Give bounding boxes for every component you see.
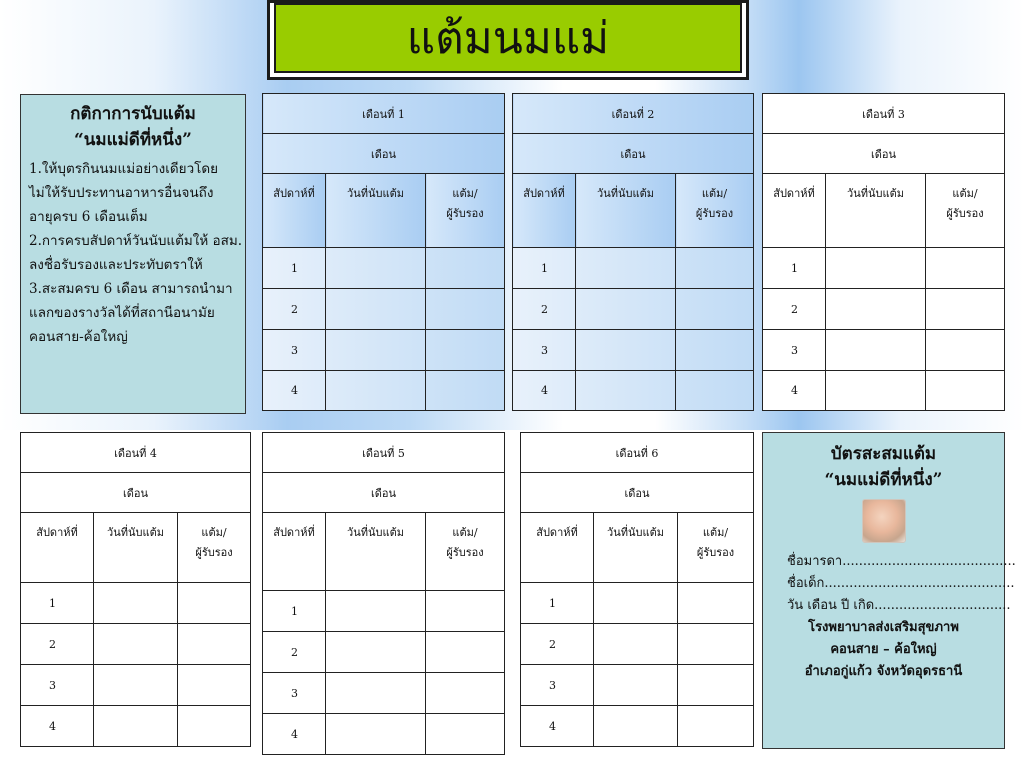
- month-title: เดือนที่ 2: [513, 94, 754, 134]
- points-cell[interactable]: [426, 371, 505, 411]
- rule-line: คอนสาย-ค้อใหญ่: [29, 329, 128, 345]
- points-cell[interactable]: [426, 632, 505, 673]
- date-header: วันที่นับแต้ม: [576, 174, 676, 248]
- week-number: 3: [21, 665, 94, 706]
- month-title: เดือนที่ 5: [263, 433, 505, 473]
- date-cell[interactable]: [94, 665, 178, 706]
- rule-line: 3.สะสมครบ 6 เดือน สามารถนำมา: [29, 281, 233, 297]
- date-cell[interactable]: [826, 289, 926, 330]
- week-number: 4: [263, 371, 326, 411]
- points-header: แต้ม/ ผู้รับรอง: [178, 513, 251, 583]
- month-card-3: [762, 93, 1005, 411]
- date-cell[interactable]: [326, 330, 426, 371]
- date-cell[interactable]: [326, 714, 426, 755]
- date-cell[interactable]: [594, 665, 678, 706]
- district-name: อำเภอกู่แก้ว จังหวัดอุดรธานี: [804, 664, 963, 679]
- month-label: เดือน: [521, 473, 754, 513]
- week-header: สัปดาห์ที่: [521, 513, 594, 583]
- date-cell[interactable]: [594, 624, 678, 665]
- month-card-5: [262, 432, 505, 755]
- hospital-name: โรงพยาบาลส่งเสริมสุขภาพ: [808, 620, 959, 635]
- title-banner: [267, 0, 749, 80]
- week-number: 1: [263, 248, 326, 289]
- points-cell[interactable]: [426, 289, 505, 330]
- page-title: แต้มนมแม่: [274, 3, 742, 73]
- rules-panel: [20, 94, 246, 414]
- week-number: 4: [21, 706, 94, 747]
- rule-line: ลงชื่อรับรองและประทับตราให้: [29, 257, 203, 273]
- points-cell[interactable]: [678, 665, 754, 706]
- month-title: เดือนที่ 1: [263, 94, 505, 134]
- week-number: 3: [263, 330, 326, 371]
- week-header: สัปดาห์ที่: [763, 174, 826, 248]
- month-label: เดือน: [263, 134, 505, 174]
- date-header: วันที่นับแต้ม: [326, 513, 426, 591]
- month-card-6: [520, 432, 754, 747]
- points-cell[interactable]: [926, 371, 1005, 411]
- points-cell[interactable]: [178, 583, 251, 624]
- week-number: 4: [513, 371, 576, 411]
- month-label: เดือน: [21, 473, 251, 513]
- week-number: 2: [763, 289, 826, 330]
- points-header: แต้ม/ ผู้รับรอง: [426, 513, 505, 591]
- points-cell[interactable]: [426, 591, 505, 632]
- points-cell[interactable]: [676, 248, 754, 289]
- date-cell[interactable]: [576, 330, 676, 371]
- rule-line: แลกของรางวัลได้ที่สถานีอนามัย: [29, 305, 215, 321]
- rule-line: ไม่ให้รับประทานอาหารอื่นจนถึง: [29, 185, 214, 201]
- week-number: 3: [763, 330, 826, 371]
- date-cell[interactable]: [576, 248, 676, 289]
- week-header: สัปดาห์ที่: [513, 174, 576, 248]
- date-cell[interactable]: [826, 371, 926, 411]
- week-number: 4: [763, 371, 826, 411]
- date-cell[interactable]: [826, 330, 926, 371]
- rules-list: [21, 153, 245, 349]
- week-header: สัปดาห์ที่: [21, 513, 94, 583]
- date-header: วันที่นับแต้ม: [326, 174, 426, 248]
- date-cell[interactable]: [326, 673, 426, 714]
- date-cell[interactable]: [576, 371, 676, 411]
- week-number: 2: [21, 624, 94, 665]
- date-cell[interactable]: [94, 583, 178, 624]
- points-cell[interactable]: [678, 624, 754, 665]
- date-cell[interactable]: [326, 371, 426, 411]
- rule-line: อายุครบ 6 เดือนเต็ม: [29, 209, 148, 225]
- points-cell[interactable]: [926, 289, 1005, 330]
- rules-subheading: “นมแม่ดีที่หนึ่ง”: [74, 130, 192, 150]
- week-number: 1: [513, 248, 576, 289]
- week-number: 1: [521, 583, 594, 624]
- birth-date-field[interactable]: วัน เดือน ปี เกิด.................................: [787, 598, 1011, 613]
- month-title: เดือนที่ 6: [521, 433, 754, 473]
- date-cell[interactable]: [326, 289, 426, 330]
- week-number: 2: [263, 632, 326, 673]
- points-cell[interactable]: [178, 624, 251, 665]
- points-cell[interactable]: [426, 248, 505, 289]
- date-cell[interactable]: [94, 706, 178, 747]
- date-cell[interactable]: [576, 289, 676, 330]
- week-number: 3: [521, 665, 594, 706]
- week-number: 2: [263, 289, 326, 330]
- rule-line: 2.การครบสัปดาห์วันนับแต้มให้ อสม.: [29, 233, 243, 249]
- week-number: 1: [263, 591, 326, 632]
- date-cell[interactable]: [94, 624, 178, 665]
- week-number: 3: [263, 673, 326, 714]
- card-heading: บัตรสะสมแต้ม: [830, 444, 937, 464]
- week-header: สัปดาห์ที่: [263, 174, 326, 248]
- month-title: เดือนที่ 3: [763, 94, 1005, 134]
- points-cell[interactable]: [178, 665, 251, 706]
- month-label: เดือน: [763, 134, 1005, 174]
- month-card-4: [20, 432, 251, 747]
- points-header: แต้ม/ ผู้รับรอง: [426, 174, 505, 248]
- rule-line: 1.ให้บุตรกินนมแม่อย่างเดียวโดย: [29, 161, 219, 177]
- points-header: แต้ม/ ผู้รับรอง: [676, 174, 754, 248]
- points-cell[interactable]: [678, 706, 754, 747]
- week-number: 1: [21, 583, 94, 624]
- mother-name-field[interactable]: ชื่อมารดา..........................................: [787, 554, 1016, 569]
- week-number: 2: [521, 624, 594, 665]
- week-number: 4: [263, 714, 326, 755]
- date-cell[interactable]: [594, 706, 678, 747]
- hospital-location: คอนสาย – ค้อใหญ่: [830, 642, 937, 657]
- month-label: เดือน: [513, 134, 754, 174]
- breastfeeding-photo-icon: [862, 499, 906, 543]
- week-number: 2: [513, 289, 576, 330]
- points-header: แต้ม/ ผู้รับรอง: [926, 174, 1005, 248]
- points-cell[interactable]: [926, 330, 1005, 371]
- date-header: วันที่นับแต้ม: [94, 513, 178, 583]
- child-name-field[interactable]: ชื่อเด็ก..............................................: [787, 576, 1015, 591]
- card-subheading: “นมแม่ดีที่หนึ่ง”: [824, 470, 943, 490]
- date-cell[interactable]: [326, 591, 426, 632]
- points-cell[interactable]: [178, 706, 251, 747]
- date-cell[interactable]: [594, 583, 678, 624]
- points-cell[interactable]: [676, 371, 754, 411]
- week-number: 1: [763, 248, 826, 289]
- date-header: วันที่นับแต้ม: [594, 513, 678, 583]
- points-cell[interactable]: [426, 673, 505, 714]
- date-header: วันที่นับแต้ม: [826, 174, 926, 248]
- month-card-2: [512, 93, 754, 411]
- points-cell[interactable]: [426, 714, 505, 755]
- points-cell[interactable]: [426, 330, 505, 371]
- card-info: [763, 551, 1016, 595]
- date-cell[interactable]: [326, 632, 426, 673]
- points-cell[interactable]: [676, 330, 754, 371]
- rules-heading: กติกาการนับแต้ม: [70, 104, 196, 124]
- points-cell[interactable]: [926, 248, 1005, 289]
- points-card-panel: [762, 432, 1016, 749]
- month-label: เดือน: [263, 473, 505, 513]
- points-cell[interactable]: [676, 289, 754, 330]
- month-title: เดือนที่ 4: [21, 433, 251, 473]
- date-cell[interactable]: [326, 248, 426, 289]
- points-cell[interactable]: [678, 583, 754, 624]
- month-card-1: [262, 93, 505, 411]
- week-number: 4: [521, 706, 594, 747]
- date-cell[interactable]: [826, 248, 926, 289]
- week-number: 3: [513, 330, 576, 371]
- points-header: แต้ม/ ผู้รับรอง: [678, 513, 754, 583]
- week-header: สัปดาห์ที่: [263, 513, 326, 591]
